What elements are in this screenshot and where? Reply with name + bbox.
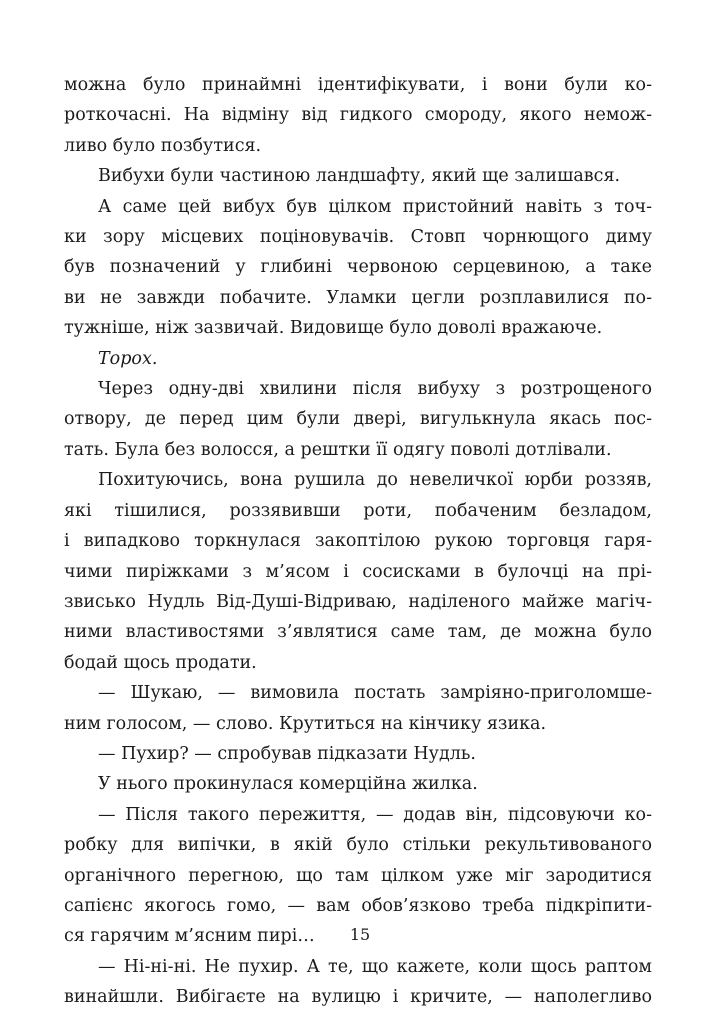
text-line: ви не завжди побачите. Уламки цегли розплавилися по- [64, 287, 652, 308]
text-line: ним голосом, — слово. Крутиться на кінчику язика. [64, 713, 547, 734]
text-line: — Пухир? — спробував підказати Нудль. [98, 743, 476, 764]
text-line: Вибухи були частиною ландшафту, який ще залишався. [98, 166, 621, 187]
text-line: органічного перегною, що там цілком уже міг зародитися [64, 865, 652, 886]
text-line: — Шукаю, — вимовила постать замріяно-приголомше- [98, 683, 652, 704]
text-line: і випадково торкнулася закоптілою рукою торговця гаря- [64, 531, 652, 552]
text-line: ся гарячим м’ясним пирі… [64, 926, 315, 947]
text-line: У нього прокинулася комерційна жилка. [98, 774, 478, 795]
text-line: Через одну-дві хвилини після вибуху з розтрощеного [98, 379, 652, 400]
text-line: А саме цей вибух був цілком пристойний навіть з точ- [98, 196, 652, 217]
text-line: Похитуючись, вона рушила до невеличкої юрби роззяв, [98, 470, 652, 491]
text-line: бодай щось продати. [64, 652, 257, 673]
page-number: 15 [349, 925, 371, 944]
text-line: чими пиріжками з м’ясом і сосисками в булочці на прі- [64, 561, 652, 582]
text-line: був позначений у глибині червоною серцевиною, а таке [64, 257, 652, 278]
text-line: — Після такого пережиття, — додав він, підсовуючи ко- [98, 804, 652, 825]
text-line: які тішилися, роззявивши роти, побаченим безладом, [64, 500, 652, 521]
text-line: ливо було позбутися. [64, 135, 262, 156]
text-line: Торох. [98, 348, 158, 369]
text-line: роткочасні. На відміну від гидкого смороду, якого немож- [64, 105, 652, 126]
text-line: — Ні-ні-ні. Не пухир. А те, що кажете, коли щось раптом [98, 956, 652, 977]
text-line: ки зору місцевих поціновувачів. Стовп чорнющого диму [64, 227, 652, 248]
text-line: робку для випічки, в якій було стільки рекультивованого [64, 835, 652, 856]
text-line: можна було принаймні ідентифікувати, і вони були ко- [64, 75, 652, 95]
text-line: тужніше, ніж зазвичай. Видовище було доволі вражаюче. [64, 318, 603, 339]
text-line: тать. Була без волосся, а рештки її одягу поволі дотлівали. [64, 439, 612, 460]
text-line: звисько Нудль Від-Душі-Відриваю, наділеного майже магіч- [64, 591, 652, 612]
text-line: отвору, де перед цим були двері, вигулькнула якась пос- [64, 409, 652, 430]
page-text [64, 70, 652, 1013]
text-line: ними властивостями з’являтися саме там, де можна було [64, 622, 652, 643]
text-line: винайшли. Вибігаєте на вулицю і кричите, — наполегливо [64, 987, 652, 1008]
text-line: сапієнс якогось гомо, — вам обов’язково треба підкріпити- [64, 895, 652, 916]
